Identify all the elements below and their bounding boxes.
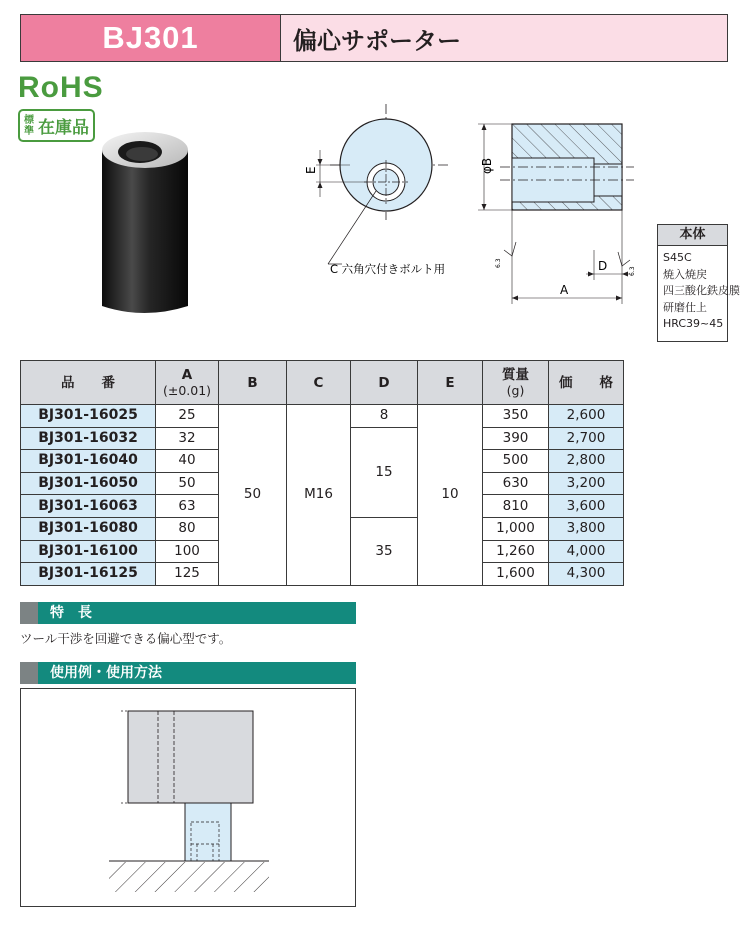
finish-mark-left: 6.3: [495, 258, 502, 268]
cell-price: 3,200: [549, 472, 624, 495]
cell-mass: 1,600: [483, 563, 549, 586]
stock-badge-main: 在庫品: [38, 118, 89, 138]
features-section-bar: [20, 602, 356, 624]
usage-diagram-box: [20, 688, 356, 907]
finish-mark-right: 6.3: [629, 266, 636, 276]
features-title: 特 長: [50, 605, 92, 621]
cell-d: 8: [351, 405, 418, 428]
cell-price: 2,800: [549, 450, 624, 473]
rohs-logo: RoHS: [18, 71, 104, 104]
cell-part: BJ301-16100: [21, 540, 156, 563]
cell-b: 50: [219, 405, 287, 586]
cell-price: 4,300: [549, 563, 624, 586]
technical-drawing: [290, 100, 650, 310]
dim-b-label: φB: [480, 157, 494, 174]
cell-mass: 630: [483, 472, 549, 495]
section-tab-marker: [20, 662, 38, 684]
dim-a-label: A: [560, 283, 569, 297]
cell-a: 100: [156, 540, 219, 563]
table-header-row: [21, 361, 624, 405]
cell-a: 80: [156, 517, 219, 540]
cell-part: BJ301-16063: [21, 495, 156, 518]
header-b: B: [219, 361, 287, 405]
stock-badge: [18, 109, 95, 142]
header-mass-unit: (g): [506, 382, 525, 398]
cell-part: BJ301-16125: [21, 563, 156, 586]
cell-part: BJ301-16040: [21, 450, 156, 473]
product-name: 偏心サポーター: [281, 15, 727, 61]
cell-mass: 810: [483, 495, 549, 518]
header-part: 品 番: [21, 361, 156, 405]
cell-a: 25: [156, 405, 219, 428]
cell-price: 2,600: [549, 405, 624, 428]
material-lines: [658, 246, 740, 333]
cell-price: 3,600: [549, 495, 624, 518]
cell-price: 3,800: [549, 517, 624, 540]
title-bar: [20, 14, 728, 62]
section-tab-marker: [20, 602, 38, 624]
bolt-note: C 六角穴付きボルト用: [330, 262, 446, 276]
cell-mass: 390: [483, 427, 549, 450]
table-row: [21, 405, 624, 428]
cell-e: 10: [418, 405, 483, 586]
usage-section-bar: [20, 662, 356, 684]
material-line: 焼入焼戻: [663, 267, 707, 281]
material-title: 本体: [658, 225, 727, 246]
header-mass: [483, 361, 549, 405]
material-line: 四三酸化鉄皮膜: [663, 284, 740, 297]
cell-price: 2,700: [549, 427, 624, 450]
cell-part: BJ301-16080: [21, 517, 156, 540]
spec-table: [20, 360, 624, 586]
cell-mass: 500: [483, 450, 549, 473]
cell-part: BJ301-16025: [21, 405, 156, 428]
product-code: BJ301: [21, 15, 281, 61]
material-line: 研磨仕上: [663, 300, 707, 314]
cell-a: 50: [156, 472, 219, 495]
material-box: [657, 224, 740, 342]
usage-diagram: [21, 689, 355, 906]
header-d: D: [351, 361, 418, 405]
cell-part: BJ301-16050: [21, 472, 156, 495]
header-c: C: [287, 361, 351, 405]
header-mass-label: 質量: [502, 366, 529, 383]
cell-c: M16: [287, 405, 351, 586]
cell-part: BJ301-16032: [21, 427, 156, 450]
header-price: 価 格: [549, 361, 624, 405]
cell-d: 15: [351, 427, 418, 517]
cell-a: 40: [156, 450, 219, 473]
material-line: HRC39~45: [663, 317, 724, 330]
material-line: S45C: [663, 251, 692, 264]
cell-mass: 1,260: [483, 540, 549, 563]
header-a-label: A: [181, 366, 193, 383]
cell-a: 125: [156, 563, 219, 586]
features-text: ツール干渉を回避できる偏心型です。: [20, 631, 232, 646]
stock-badge-small: 標準: [24, 114, 34, 137]
cell-mass: 1,000: [483, 517, 549, 540]
cell-price: 4,000: [549, 540, 624, 563]
cell-a: 63: [156, 495, 219, 518]
header-a: [156, 361, 219, 405]
cell-mass: 350: [483, 405, 549, 428]
product-photo: [96, 124, 196, 320]
usage-title: 使用例・使用方法: [50, 665, 162, 681]
cell-d: 35: [351, 517, 418, 585]
dim-d-label: D: [598, 259, 608, 273]
header-a-tolerance: (±0.01): [162, 382, 212, 398]
header-e: E: [418, 361, 483, 405]
dim-e-label: E: [304, 166, 318, 174]
cell-a: 32: [156, 427, 219, 450]
